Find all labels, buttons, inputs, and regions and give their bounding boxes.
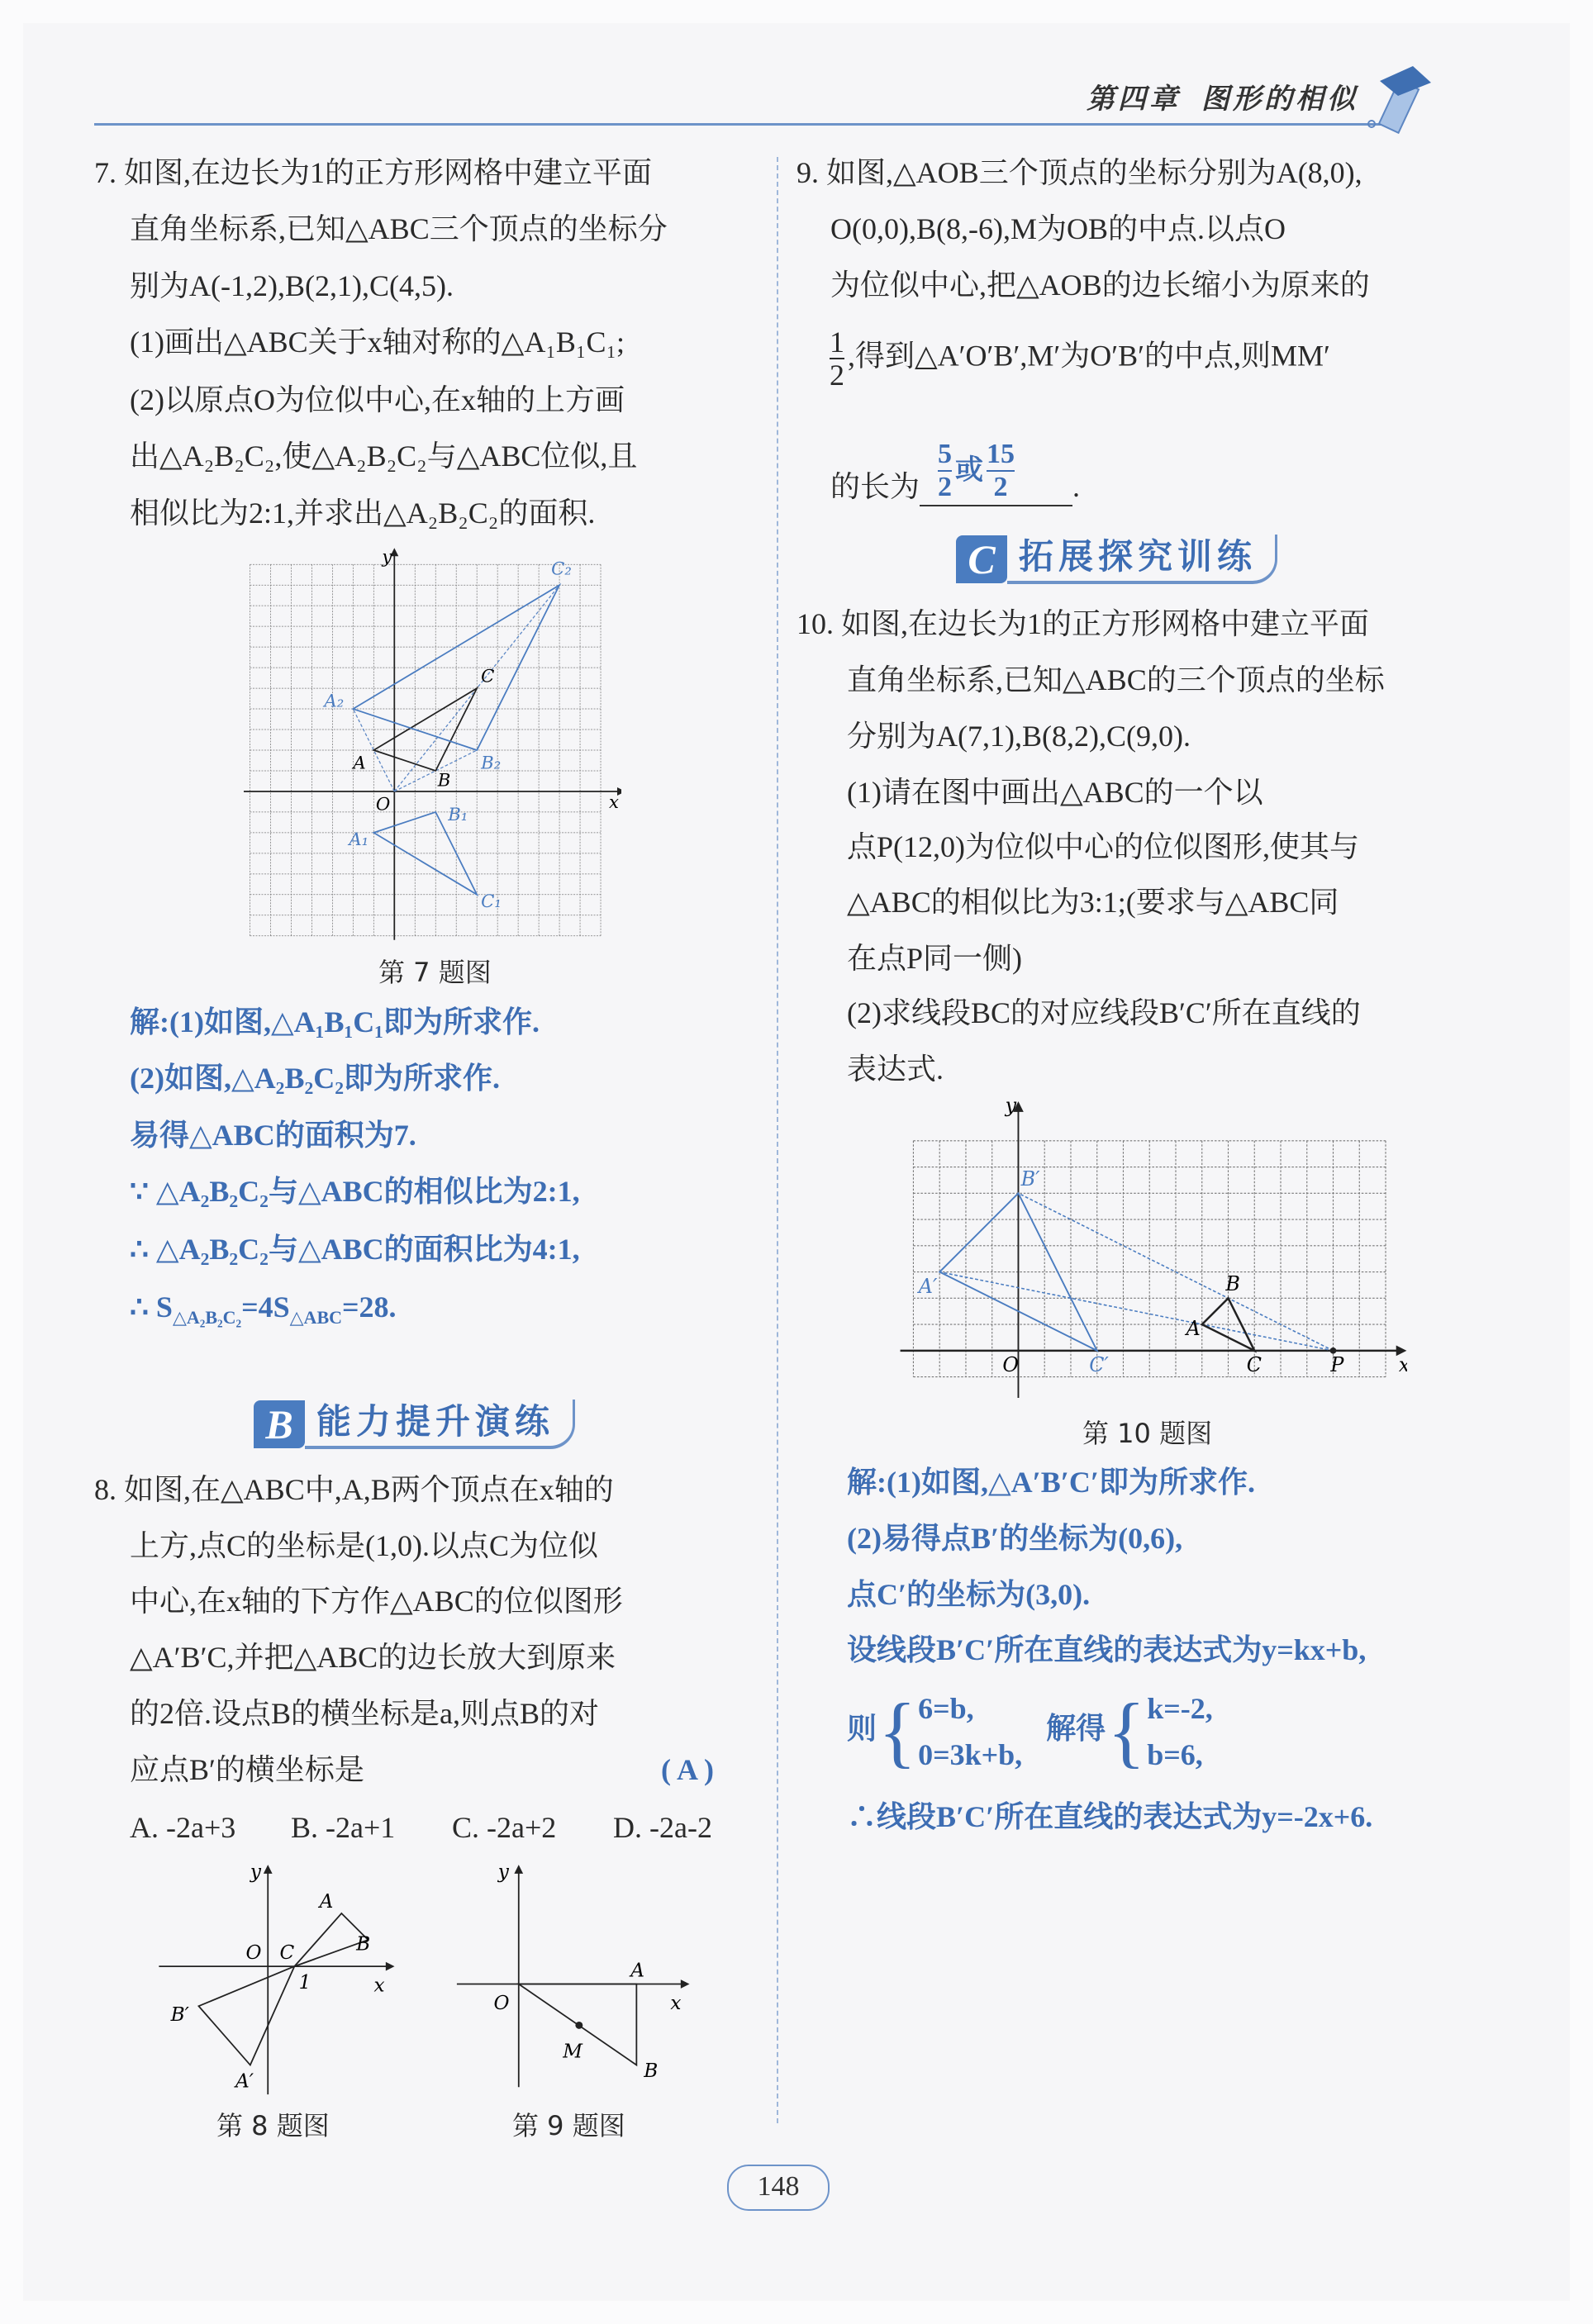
label-a — [1185, 1317, 1201, 1340]
q8-option: B. -2a+1 — [291, 1811, 396, 1844]
solution10-system — [847, 1685, 1213, 1778]
fraction-one-half — [830, 326, 844, 391]
figure-7-caption: 第 7 题图 — [378, 957, 492, 988]
label-a: A — [319, 1889, 334, 1913]
section-title: 能力提升演练 — [305, 1400, 575, 1449]
figure-9 — [442, 1859, 707, 2109]
label-a-prime — [917, 1275, 938, 1298]
solution7-area-line — [130, 1287, 397, 1338]
label-c — [1247, 1353, 1262, 1376]
equation: 0=3k+b, — [918, 1738, 1023, 1771]
q7-line: 别为A(-1,2),B(2,1),C(4,5). — [130, 269, 454, 302]
q8-line: 上方,点C的坐标是(1,0).以点C为位似 — [130, 1529, 599, 1562]
label-c: C — [279, 1941, 295, 1965]
label-x: x — [373, 1974, 385, 1997]
label-x — [609, 792, 619, 813]
solution7-line: ∵ △A₂B₂C₂与△ABC的相似比为2:1, — [130, 1175, 580, 1208]
label-y — [1005, 1099, 1017, 1117]
point-m — [575, 2022, 583, 2029]
q10-line: 表达式. — [847, 1053, 944, 1086]
section-c-banner — [956, 534, 1277, 585]
brace: { — [1107, 1687, 1146, 1775]
numerator: 15 — [987, 439, 1015, 469]
solution10-line: ∴线段B′C′所在直线的表达式为y=-2x+6. — [847, 1800, 1373, 1833]
text: =4S — [241, 1290, 290, 1324]
q10-line: △ABC的相似比为3:1;(要求与△ABC同 — [847, 886, 1339, 919]
q9-line: 9. 如图,△AOB三个顶点的坐标分别为A(8,0), — [796, 156, 1362, 189]
label-y: y — [250, 1861, 261, 1884]
text: 的长为 — [830, 470, 920, 503]
label-o — [1002, 1353, 1019, 1376]
text: ,得到△A′O′B′,M′为O′B′的中点,则MM′ — [848, 339, 1330, 373]
q8-line: 的2倍.设点B的横坐标是a,则点B的对 — [130, 1697, 600, 1730]
text: =28. — [342, 1290, 397, 1324]
q8-line: 中心,在x轴的下方作△ABC的位似图形 — [130, 1585, 623, 1618]
chapter-title: 图形的相似 — [1201, 84, 1358, 115]
figure-7 — [240, 548, 621, 948]
q8-line: 应点B′的横坐标是 — [130, 1753, 364, 1786]
chapter-label: 第四章 — [1087, 84, 1181, 115]
q9-answer — [934, 439, 1018, 503]
q10-line: (1)请在图中画出△ABC的一个以 — [847, 776, 1263, 809]
figure-10-caption: 第 10 题图 — [1082, 1418, 1213, 1449]
q8-line: 8. 如图,在△ABC中,A,B两个顶点在x轴的 — [94, 1473, 614, 1506]
equation-system — [877, 1685, 1022, 1778]
header-rule — [94, 123, 1387, 126]
q7-line: 7. 如图,在边长为1的正方形网格中建立平面 — [94, 156, 653, 189]
denominator: 2 — [987, 470, 1015, 503]
label-c — [481, 667, 494, 687]
solution7-line: 易得△ABC的面积为7. — [130, 1119, 416, 1152]
text: . — [1072, 470, 1081, 503]
y-axis-arrow — [264, 1865, 273, 1874]
grid — [250, 564, 601, 936]
q8-option: D. -2a-2 — [613, 1811, 712, 1844]
q9-line-5 — [830, 439, 1081, 506]
q9-line: 为位似中心,把△AOB的边长缩小为原来的 — [830, 269, 1370, 302]
equation: k=-2, — [1147, 1692, 1213, 1725]
label-a: A — [630, 1959, 644, 1982]
x-axis-arrow — [681, 1979, 690, 1989]
label-c2 — [551, 559, 572, 580]
q8-line: △A′B′C,并把△ABC的边长放大到原来 — [130, 1641, 616, 1674]
brace: { — [878, 1687, 917, 1775]
label-y — [381, 548, 392, 568]
label-x: x — [670, 1991, 682, 2014]
label-b-prime — [1020, 1167, 1040, 1191]
q10-line: (2)求线段BC的对应线段B′C′所在直线的 — [847, 996, 1361, 1029]
label-b — [437, 771, 451, 791]
numerator: 5 — [938, 439, 953, 469]
solution10-line: (2)易得点B′的坐标为(0,6), — [847, 1522, 1183, 1555]
fraction — [938, 439, 952, 503]
q8-option: A. -2a+3 — [130, 1811, 236, 1844]
page-number: 148 — [727, 2165, 830, 2211]
figure-9-caption: 第 9 题图 — [512, 2110, 625, 2141]
numerator: 1 — [830, 326, 844, 359]
label-p — [1329, 1353, 1344, 1376]
y-axis-arrow — [514, 1865, 523, 1874]
text: 或 — [955, 455, 984, 486]
fraction — [987, 439, 1015, 503]
figure-8 — [147, 1859, 412, 2109]
q8-answer: ( A ) — [661, 1753, 715, 1786]
subscript: △ABC — [289, 1307, 343, 1328]
label-a — [351, 753, 365, 773]
text: ∴ S — [130, 1290, 173, 1324]
q10-line: 10. 如图,在边长为1的正方形网格中建立平面 — [796, 607, 1370, 640]
section-letter: C — [956, 535, 1007, 583]
label-o: O — [245, 1941, 262, 1965]
label-a-prime: A′ — [235, 2070, 254, 2093]
x-axis-arrow — [386, 1962, 395, 1971]
q10-line: 分别为A(7,1),B(8,2),C(9,0). — [847, 720, 1191, 753]
label-a2 — [322, 691, 344, 712]
label-b — [1224, 1272, 1240, 1295]
graduation-pencil-icon — [1355, 58, 1454, 140]
label-1: 1 — [298, 1970, 311, 1994]
solution10-line: 解:(1)如图,△A′B′C′即为所求作. — [847, 1466, 1256, 1499]
solution7-line: ∴ △A₂B₂C₂与△ABC的面积比为4:1, — [130, 1233, 580, 1266]
q10-line: 点P(12,0)为位似中心的位似图形,使其与 — [847, 830, 1359, 863]
q9-line-4 — [826, 326, 1330, 391]
text: 解得 — [1046, 1712, 1106, 1746]
label-c1 — [481, 891, 502, 912]
answer-blank — [920, 439, 1072, 506]
equation: 6=b, — [918, 1692, 974, 1725]
column-divider — [777, 157, 778, 2123]
label-x — [1399, 1353, 1407, 1376]
label-b: B — [356, 1932, 371, 1956]
q10-line: 在点P同一侧) — [847, 942, 1023, 975]
figure-8-caption: 第 8 题图 — [216, 2110, 330, 2141]
label-b2 — [480, 753, 501, 773]
q7-line: 相似比为2:1,并求出△A₂B₂C₂的面积. — [130, 497, 596, 530]
solution-system — [1106, 1685, 1213, 1778]
label-m: M — [563, 2040, 583, 2063]
q9-line: O(0,0),B(8,-6),M为OB的中点.以点O — [830, 212, 1286, 245]
running-header — [1087, 76, 1358, 116]
label-b-prime: B′ — [170, 2003, 189, 2027]
solution10-line: 点C′的坐标为(3,0). — [847, 1578, 1091, 1611]
q8-answer-bracket — [661, 1750, 714, 1789]
subscript: △A₂B₂C₂ — [172, 1307, 242, 1328]
solution7-line: (2)如图,△A₂B₂C₂即为所求作. — [130, 1062, 501, 1095]
q7-line: (1)画出△ABC关于x轴对称的△A₁B₁C₁; — [130, 326, 625, 359]
q7-line: (2)以原点O为位似中心,在x轴的上方画 — [130, 383, 625, 416]
section-letter: B — [254, 1400, 305, 1448]
q10-line: 直角坐标系,已知△ABC的三个顶点的坐标 — [847, 663, 1385, 696]
denominator: 2 — [938, 472, 953, 502]
label-o: O — [493, 1991, 510, 2014]
q8-option: C. -2a+2 — [452, 1811, 557, 1844]
label-o — [376, 794, 390, 815]
figure-10 — [900, 1099, 1407, 1398]
label-b: B — [644, 2059, 659, 2082]
label-a1 — [347, 829, 369, 850]
solution7-line: 解:(1)如图,△A₁B₁C₁即为所求作. — [130, 1005, 540, 1038]
equation: b=6, — [1147, 1738, 1203, 1771]
q7-line: 出△A₂B₂C₂,使△A₂B₂C₂与△ABC位似,且 — [130, 440, 638, 473]
section-b-banner — [254, 1399, 575, 1450]
label-b1 — [447, 805, 468, 825]
section-title: 拓展探究训练 — [1007, 535, 1277, 584]
text: 则 — [847, 1712, 877, 1746]
denominator: 2 — [830, 359, 844, 392]
solution10-line: 设线段B′C′所在直线的表达式为y=kx+b, — [847, 1633, 1367, 1666]
label-y: y — [497, 1861, 509, 1884]
label-c-prime — [1089, 1353, 1109, 1376]
q7-line: 直角坐标系,已知△ABC三个顶点的坐标分 — [130, 212, 668, 245]
